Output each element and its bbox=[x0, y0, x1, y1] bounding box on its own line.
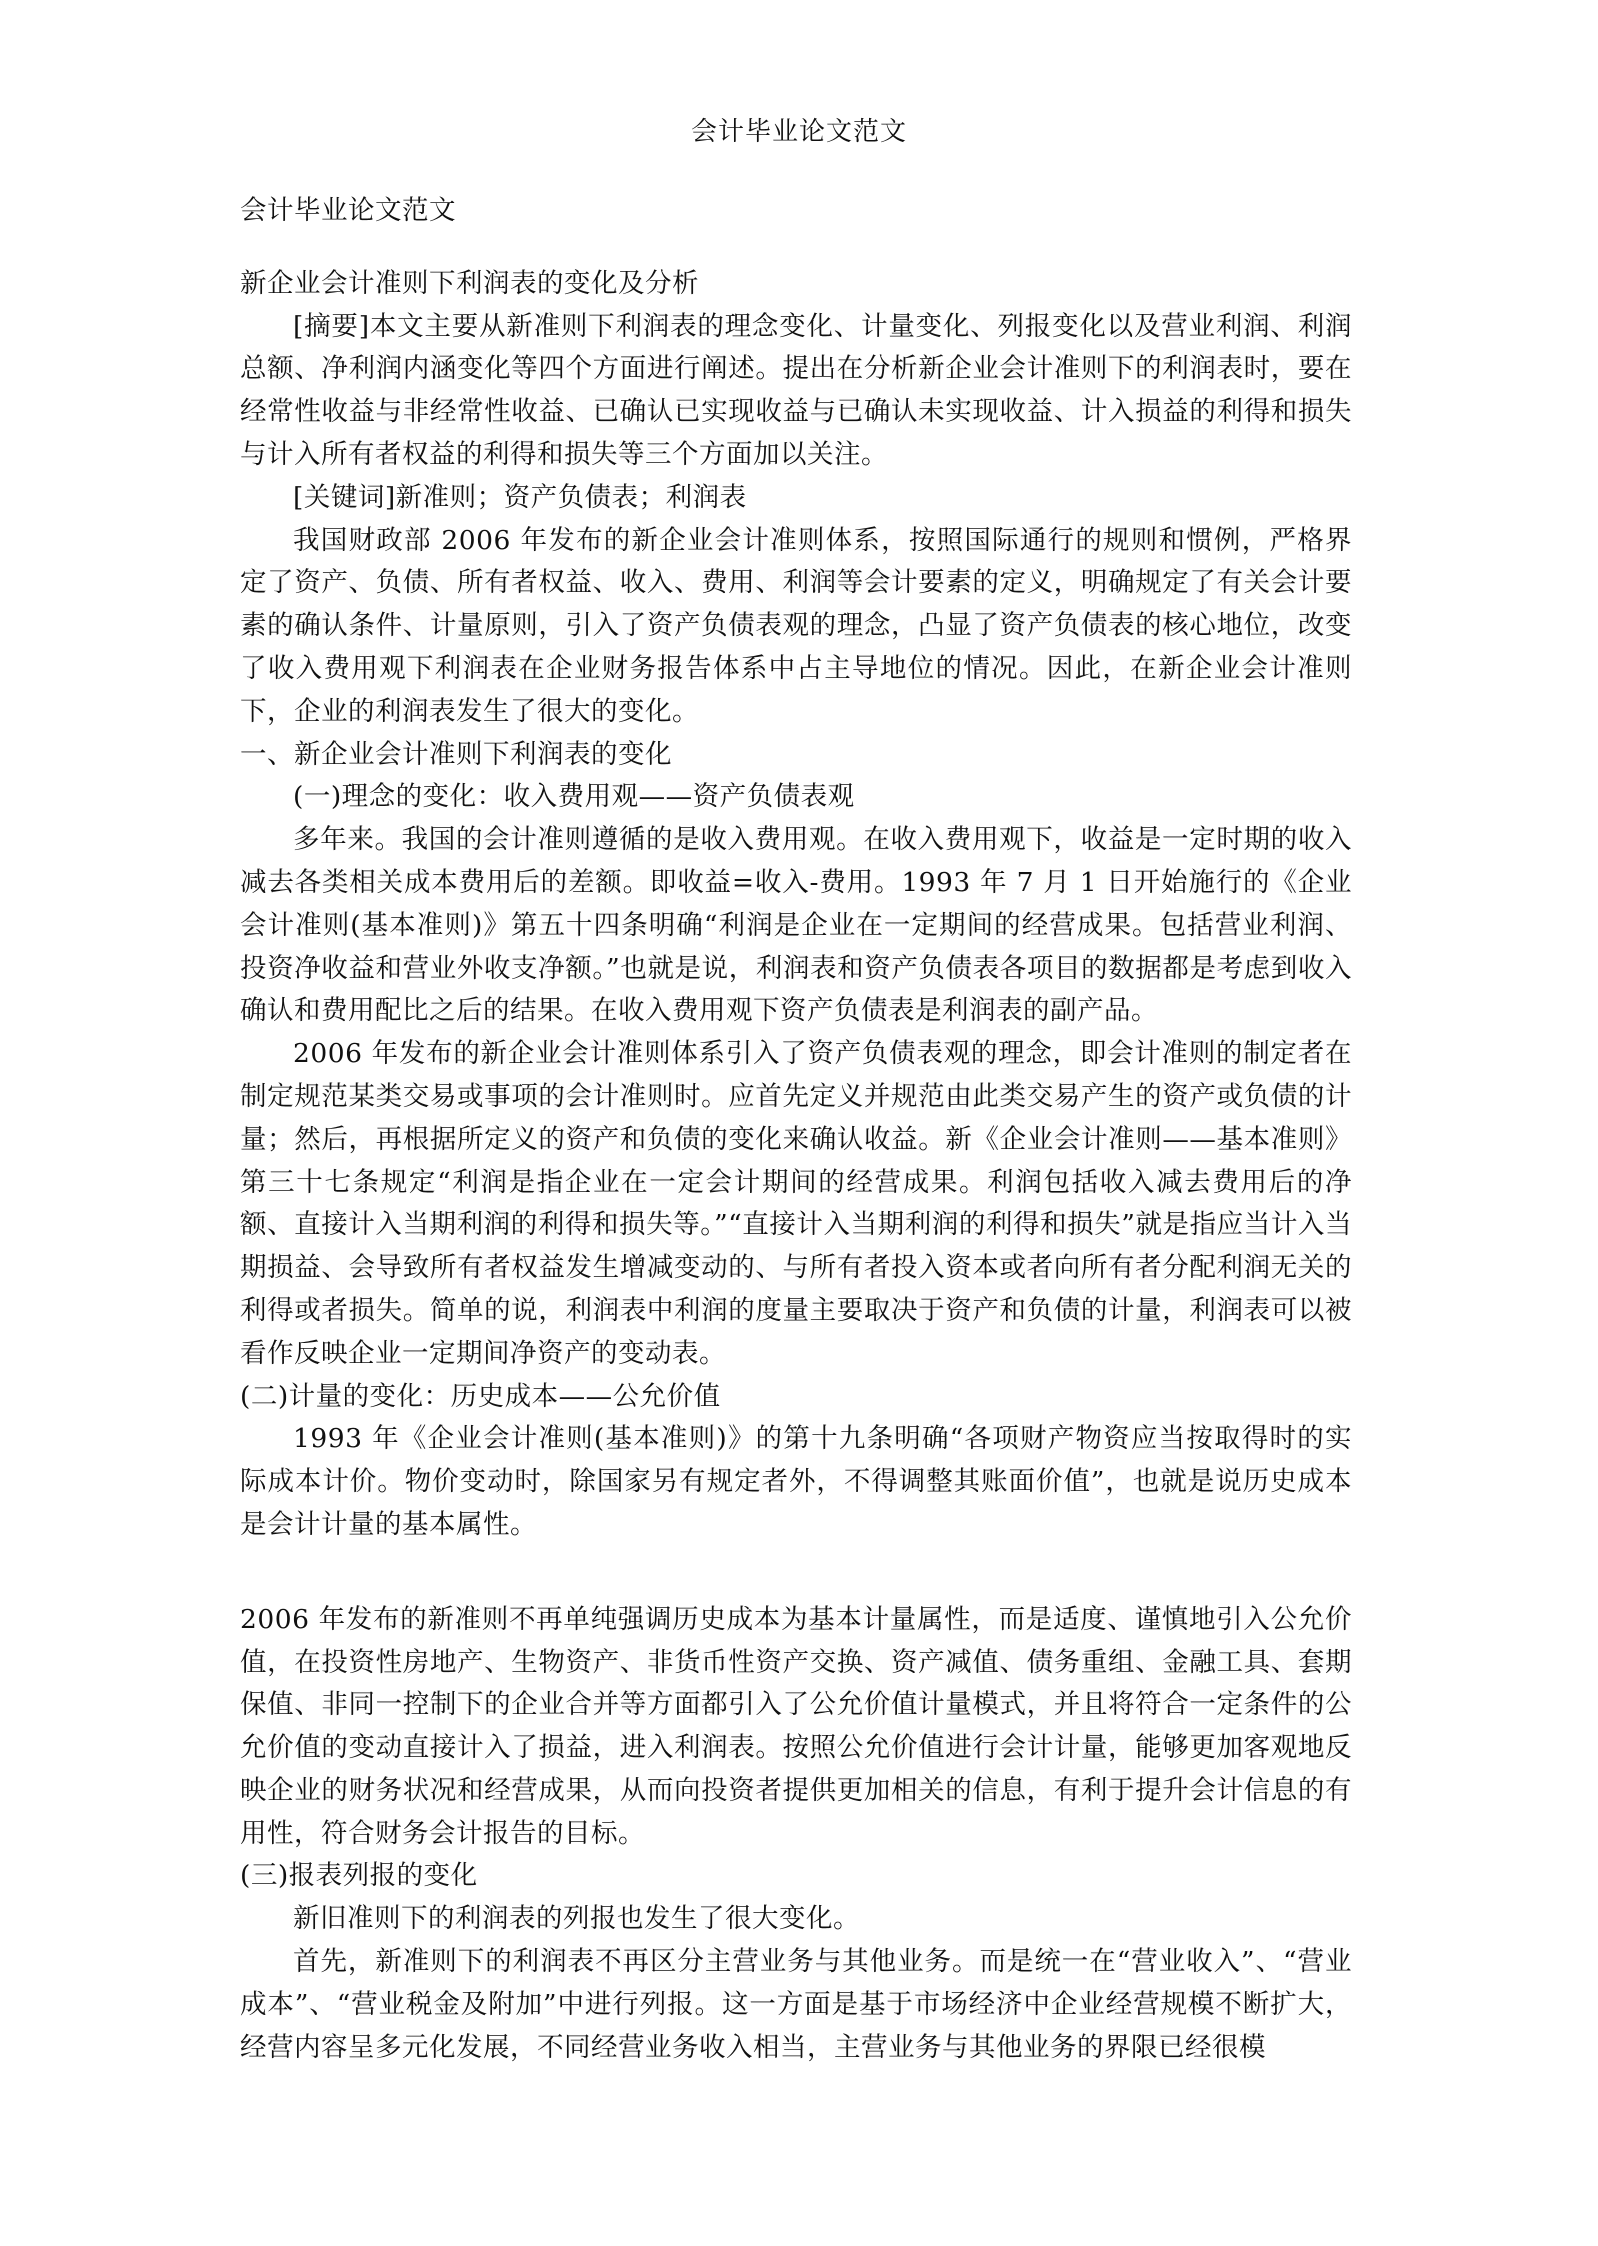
page-header: 会计毕业论文范文 bbox=[690, 117, 907, 147]
body-paragraph: 首先，新准则下的利润表不再区分主营业务与其他业务。而是统一在“营业收入”、“营业成本”、“营业税金及附加”中进行列报。这一方面是基于市场经济中企业经营规模不断扩大，经营内容呈多元化发展，不同经营业务收入相当，主营业务与其他业务的界限已经很模 bbox=[240, 1946, 1352, 2063]
body-paragraph: 1993 年《企业会计准则(基本准则)》的第十九条明确“各项财产物资应当按取得时的实际成本计价。物价变动时，除国家另有规定者外，不得调整其账面价值”，也就是说历史成本是会计计量的基本属性。 bbox=[240, 1423, 1352, 1540]
subsection-heading-3: (三)报表列报的变化 bbox=[240, 1860, 478, 1892]
body-paragraph: 多年来。我国的会计准则遵循的是收入费用观。在收入费用观下，收益是一定时期的收入减去各类相关成本费用后的差额。即收益=收入-费用。1993 年 7 月 1 日开始施行的《企业会计准则(基本准则)》第五十四条明确“利润是企业在一定期间的经营成果。包括营业利润、投资净收益和营业外收支净额。”也就是说，利润表和资产负债表各项目的数据都是考虑到收入确认和费用配比之后的结果。在收入费用观下资产负债表是利润表的副产品。 bbox=[240, 824, 1352, 1027]
article-title: 新企业会计准则下利润表的变化及分析 bbox=[240, 267, 699, 299]
body-paragraph: 新旧准则下的利润表的列报也发生了很大变化。 bbox=[293, 1903, 860, 1935]
subsection-heading-1: (一)理念的变化：收入费用观——资产负债表观 bbox=[293, 781, 855, 813]
subsection-heading-2: (二)计量的变化：历史成本——公允价值 bbox=[240, 1380, 721, 1412]
section-heading-1: 一、新企业会计准则下利润表的变化 bbox=[240, 738, 672, 770]
document-title: 会计毕业论文范文 bbox=[240, 195, 456, 226]
keywords-paragraph: [关键词]新准则；资产负债表；利润表 bbox=[293, 481, 747, 513]
abstract-paragraph: [摘要]本文主要从新准则下利润表的理念变化、计量变化、列报变化以及营业利润、利润总额、净利润内涵变化等四个方面进行阐述。提出在分析新企业会计准则下的利润表时，要在经常性收益与非经常性收益、已确认已实现收益与已确认未实现收益、计入损益的利得和损失与计入所有者权益的利得和损失等三个方面加以关注。 bbox=[240, 310, 1352, 470]
intro-paragraph: 我国财政部 2006 年发布的新企业会计准则体系，按照国际通行的规则和惯例，严格界定了资产、负债、所有者权益、收入、费用、利润等会计要素的定义，明确规定了有关会计要素的确认条件、计量原则，引入了资产负债表观的理念，凸显了资产负债表的核心地位，改变了收入费用观下利润表在企业财务报告体系中占主导地位的情况。因此，在新企业会计准则下，企业的利润表发生了很大的变化。 bbox=[240, 524, 1352, 727]
document-body bbox=[240, 190, 1352, 2069]
body-paragraph: 2006 年发布的新企业会计准则体系引入了资产负债表观的理念，即会计准则的制定者在制定规范某类交易或事项的会计准则时。应首先定义并规范由此类交易产生的资产或负债的计量；然后，再根据所定义的资产和负债的变化来确认收益。新《企业会计准则——基本准则》第三十七条规定“利润是指企业在一定会计期间的经营成果。利润包括收入减去费用后的净额、直接计入当期利润的利得和损失等。”“直接计入当期利润的利得和损失”就是指应当计入当期损益、会导致所有者权益发生增减变动的、与所有者投入资本或者向所有者分配利润无关的利得或者损失。简单的说，利润表中利润的度量主要取决于资产和负债的计量，利润表可以被看作反映企业一定期间净资产的变动表。 bbox=[240, 1038, 1352, 1369]
body-paragraph: 2006 年发布的新准则不再单纯强调历史成本为基本计量属性，而是适度、谨慎地引入公允价值，在投资性房地产、生物资产、非货币性资产交换、资产减值、债务重组、金融工具、套期保值、非同一控制下的企业合并等方面都引入了公允价值计量模式，并且将符合一定条件的公允价值的变动直接计入了损益，进入利润表。按照公允价值进行会计计量，能够更加客观地反映企业的财务状况和经营成果，从而向投资者提供更加相关的信息，有利于提升会计信息的有用性，符合财务会计报告的目标。 bbox=[240, 1603, 1352, 1849]
